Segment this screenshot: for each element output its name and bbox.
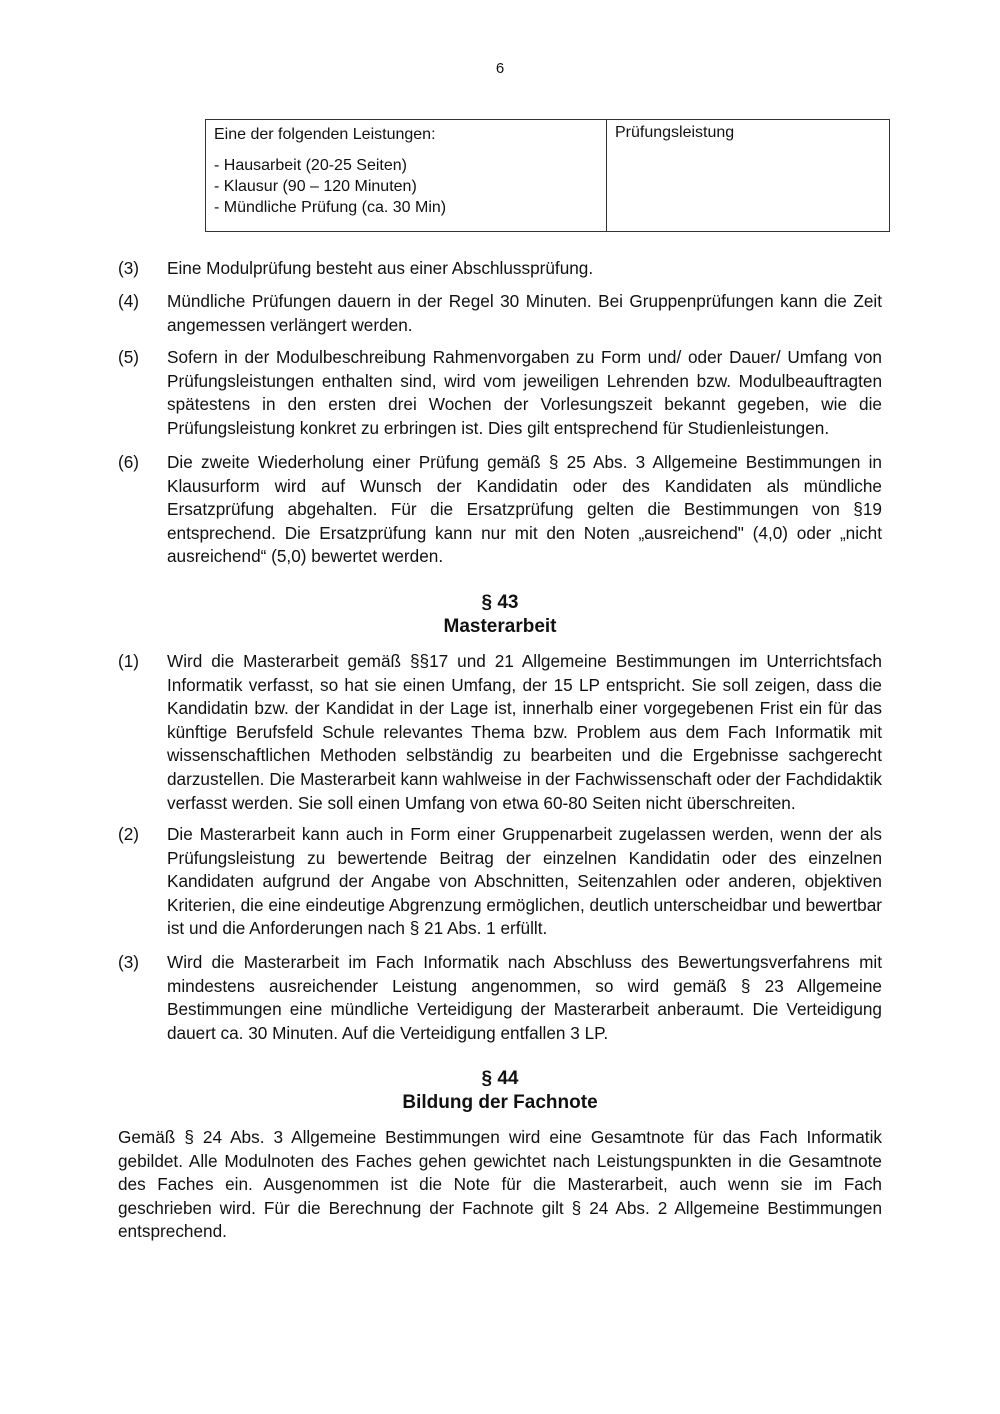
section-43-title: Masterarbeit (443, 616, 557, 637)
paragraph-text: Eine Modulprüfung besteht aus einer Abschlussprüfung. (167, 258, 594, 278)
paragraph-42-3 (118, 257, 882, 281)
table-list-item: - Klausur (90 – 120 Minuten) (214, 178, 417, 195)
table-list-item: - Mündliche Prüfung (ca. 30 Min) (214, 199, 447, 216)
section-44-text: Gemäß § 24 Abs. 3 Allgemeine Bestimmungen wird eine Gesamtnote für das Fach Informatik gebildet. Alle Modulnoten des Faches gehen gewichtet nach Leistungspunkten in die Gesamtnote des Faches ein. Ausgenommen ist die Note für die Masterarbeit, auch wenn sie im Fach geschrieben wird. Für die Berechnung der Fachnote gilt § 24 Abs. 2 Allgemeine Bestimmungen entsprechend. (118, 1127, 882, 1242)
paragraph-43-3 (118, 951, 882, 1045)
paragraph-43-1 (118, 650, 882, 815)
paragraph-43-2 (118, 823, 882, 941)
table-cell-leistungen (206, 120, 607, 231)
paragraph-number: (3) (118, 258, 140, 278)
paragraph-text: Die Masterarbeit kann auch in Form einer Gruppenarbeit zugelassen werden, wenn der als Prüfungsleistung zu bewertende Beitrag der einzelnen Kandidatin oder des einzelnen Kandidaten aufgrund der Angabe von Abschnitten, Seitenzahlen oder anderen, objektiven Kriterien, die eine eindeutige Abgrenzung ermöglichen, deutlich unterscheidbar und bewertbar ist und die Anforderungen nach § 21 Abs. 1 erfüllt. (167, 824, 882, 939)
paragraph-42-4 (118, 290, 882, 337)
paragraph-42-6 (118, 451, 882, 569)
paragraph-text: Wird die Masterarbeit im Fach Informatik nach Abschluss des Bewertungsverfahrens mit mindestens ausreichender Leistung angenommen, so wird gemäß § 23 Allgemeine Bestimmungen eine mündliche Verteidigung der Masterarbeit anberaumt. Die Verteidigung dauert ca. 30 Minuten. Auf die Verteidigung entfallen 3 LP. (167, 952, 882, 1043)
table-list-item: - Hausarbeit (20-25 Seiten) (214, 157, 407, 174)
paragraph-42-5 (118, 346, 882, 440)
paragraph-number: (1) (118, 651, 140, 671)
paragraph-text: Wird die Masterarbeit gemäß §§17 und 21 Allgemeine Bestimmungen im Unterrichtsfach Informatik verfasst, so hat sie einen Umfang, der 15 LP entspricht. Sie soll zeigen, dass die Kandidatin bzw. der Kandidat in der Lage ist, innerhalb einer vorgegebenen Frist ein für das künftige Berufsfeld Schule relevantes Thema bzw. Problem aus dem Fach Informatik mit wissenschaftlichen Methoden selbständig zu bearbeiten und die Ergebnisse sachgerecht darzustellen. Die Masterarbeit kann wahlweise in der Fachwissenschaft oder der Fachdidaktik verfasst werden. Sie soll einen Umfang von etwa 60-80 Seiten nicht überschreiten. (167, 651, 882, 813)
paragraph-number: (6) (118, 452, 140, 472)
paragraph-number: (2) (118, 824, 140, 844)
section-43-number: § 43 (481, 592, 519, 613)
paragraph-text: Sofern in der Modulbeschreibung Rahmenvorgaben zu Form und/ oder Dauer/ Umfang von Prüfungsleistungen enthalten sind, wird vom jeweiligen Lehrenden bzw. Modulbeauftragten spätestens in den ersten drei Wochen der Vorlesungszeit bekannt gegeben, wie die Prüfungsleistung konkret zu erbringen ist. Dies gilt entsprechend für Studienleistungen. (167, 347, 882, 438)
table-cell-intro: Eine der folgenden Leistungen: (214, 126, 436, 143)
pruefungsleistung-table (205, 119, 890, 232)
paragraph-text: Die zweite Wiederholung einer Prüfung gemäß § 25 Abs. 3 Allgemeine Bestimmungen in Klausurform wird auf Wunsch der Kandidatin oder des Kandidaten als mündliche Ersatzprüfung abgehalten. Für die Ersatzprüfung gelten die Bestimmungen von §19 entsprechend. Die Ersatzprüfung kann nur mit den Noten „ausreichend" (4,0) oder „nicht ausreichend“ (5,0) bewertet werden. (167, 452, 882, 567)
page-number: 6 (495, 60, 505, 77)
paragraph-number: (5) (118, 347, 140, 367)
paragraph-number: (3) (118, 952, 140, 972)
table-cell-pruefungsleistung: Prüfungsleistung (615, 124, 735, 141)
section-44-title: Bildung der Fachnote (402, 1092, 598, 1113)
paragraph-text: Mündliche Prüfungen dauern in der Regel 30 Minuten. Bei Gruppenprüfungen kann die Zeit angemessen verlängert werden. (167, 291, 882, 335)
section-44-number: § 44 (481, 1068, 519, 1089)
paragraph-number: (4) (118, 291, 140, 311)
